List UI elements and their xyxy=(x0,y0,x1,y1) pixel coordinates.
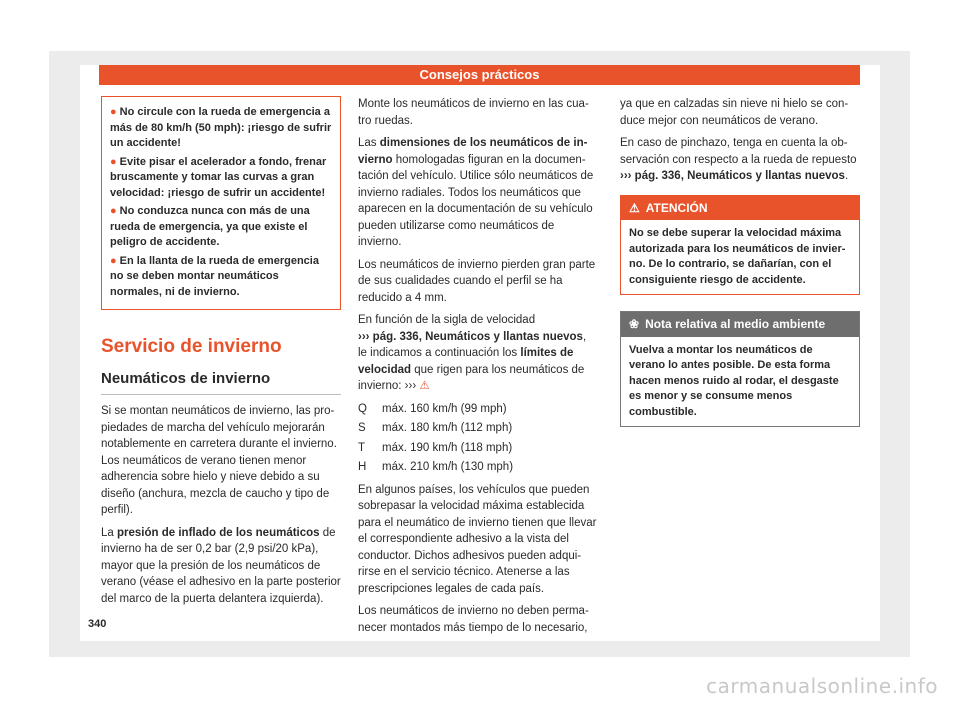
speed-row: H máx. 210 km/h (130 mph) xyxy=(358,461,514,473)
speed-row: S máx. 180 km/h (112 mph) xyxy=(358,422,513,434)
caution-text: No se debe superar la velocidad máxima autorizada para los neumáticos de invierno. De lo contrario, se dañarían, con el consiguiente riesgo de accidente. xyxy=(629,227,846,286)
speed-row: Q máx. 160 km/h (99 mph) xyxy=(358,402,507,415)
page-reference-link[interactable]: ››› pág. 336, Neumáticos y llantas nuevos xyxy=(620,170,845,182)
environment-note-text: Vuelva a montar los neumáticos de verano lo antes posible. De esta forma hacen menos ruido al rodar, el desgaste es menor y se consume menos combustible. xyxy=(629,343,839,418)
bullet-icon: ● xyxy=(110,106,117,118)
section-title: Servicio de invierno xyxy=(101,336,282,357)
page-number: 340 xyxy=(88,618,107,630)
section-subtitle: Neumáticos de invierno xyxy=(101,370,341,395)
environment-note-box xyxy=(620,311,860,427)
paragraph: En caso de pinchazo, tenga en cuenta la observación con respecto a la rueda de repuesto ››› pág. 336, Neumáticos y llantas nuevos. xyxy=(620,137,857,182)
environment-note-header: ❀ Nota relativa al medio ambiente xyxy=(621,312,859,337)
bullet-icon: ● xyxy=(110,205,117,217)
warning-item: ● En la llanta de la rueda de emergencia no se deben montar neumáticos normales, ni de invierno. xyxy=(110,254,319,298)
paragraph: Los neumáticos de invierno no deben permanecer montados más tiempo de lo necesario, xyxy=(358,605,589,634)
paragraph: Si se montan neumáticos de invierno, las propiedades de marcha del vehículo mejorarán notablemente en carretera durante el invierno. Los neumáticos de verano tienen menor adherencia sobre hielo y nieve debido a su diseño (anchura, mezcla de caucho y tipo de perfil). xyxy=(101,405,337,516)
column-1 xyxy=(101,96,341,613)
paragraph: En función de la sigla de velocidad ››› pág. 336, Neumáticos y llantas nuevos, le indicamos a continuación los límites de velocidad que rigen para los neumáticos de invierno: ››› ⚠ xyxy=(358,314,587,392)
column-2 xyxy=(358,96,598,642)
bullet-icon: ● xyxy=(110,254,117,267)
flower-icon: ❀ xyxy=(629,317,640,331)
paragraph: Las dimensiones de los neumáticos de invierno homologadas figuran en la documentación del vehículo. Utilice sólo neumáticos de invierno radiales. Todos los neumáticos que aparecen en la documentación de su vehículo pueden utilizarse como neumáticos de invierno. xyxy=(358,137,594,248)
speed-list xyxy=(358,401,598,476)
warning-list-box xyxy=(101,96,341,310)
page-reference-link[interactable]: ››› pág. 336, Neumáticos y llantas nuevos xyxy=(358,330,583,343)
paragraph: En algunos países, los vehículos que pueden sobrepasar la velocidad máxima establecida para el neumático de invierno tienen que llevar el correspondiente adhesivo a la vista del conductor. Dichos adhesivos pueden adquirirse en el servicio técnico. Atenerse a las prescripciones legales de cada país. xyxy=(358,483,597,595)
paragraph: Los neumáticos de invierno pierden gran parte de sus cualidades cuando el perfil se ha reducido a 4 mm. xyxy=(358,258,596,304)
speed-row: T máx. 190 km/h (118 mph) xyxy=(358,441,513,454)
paragraph: Monte los neumáticos de invierno en las cuatro ruedas. xyxy=(358,98,589,127)
warning-triangle-icon: ⚠ xyxy=(629,200,640,215)
column-3 xyxy=(620,96,860,427)
bullet-icon: ● xyxy=(110,155,117,168)
warning-item: ● Evite pisar el acelerador a fondo, frenar bruscamente y tomar las curvas a gran velocidad: ¡riesgo de sufrir un accidente! xyxy=(110,155,327,199)
warning-triangle-icon: ⚠ xyxy=(419,380,430,392)
caution-box xyxy=(620,195,860,296)
paragraph: ya que en calzadas sin nieve ni hielo se conduce mejor con neumáticos de verano. xyxy=(620,98,849,127)
warning-item: ● No conduzca nunca con más de una rueda de emergencia, ya que existe el peligro de accidente. xyxy=(110,205,310,248)
warning-item: ● No circule con la rueda de emergencia a más de 80 km/h (50 mph): ¡riesgo de sufrir un accidente! xyxy=(110,106,332,149)
paragraph: La presión de inflado de los neumáticos de invierno ha de ser 0,2 bar (2,9 psi/20 kPa), mayor que la presión de los neumáticos de verano (véase el adhesivo en la parte posterior del marco de la puerta delantera izquierda). xyxy=(101,526,341,605)
page-header: Consejos prácticos xyxy=(99,65,860,85)
caution-header: ⚠ ATENCIÓN xyxy=(621,196,859,221)
watermark: carmanualsonline.info xyxy=(706,674,938,698)
